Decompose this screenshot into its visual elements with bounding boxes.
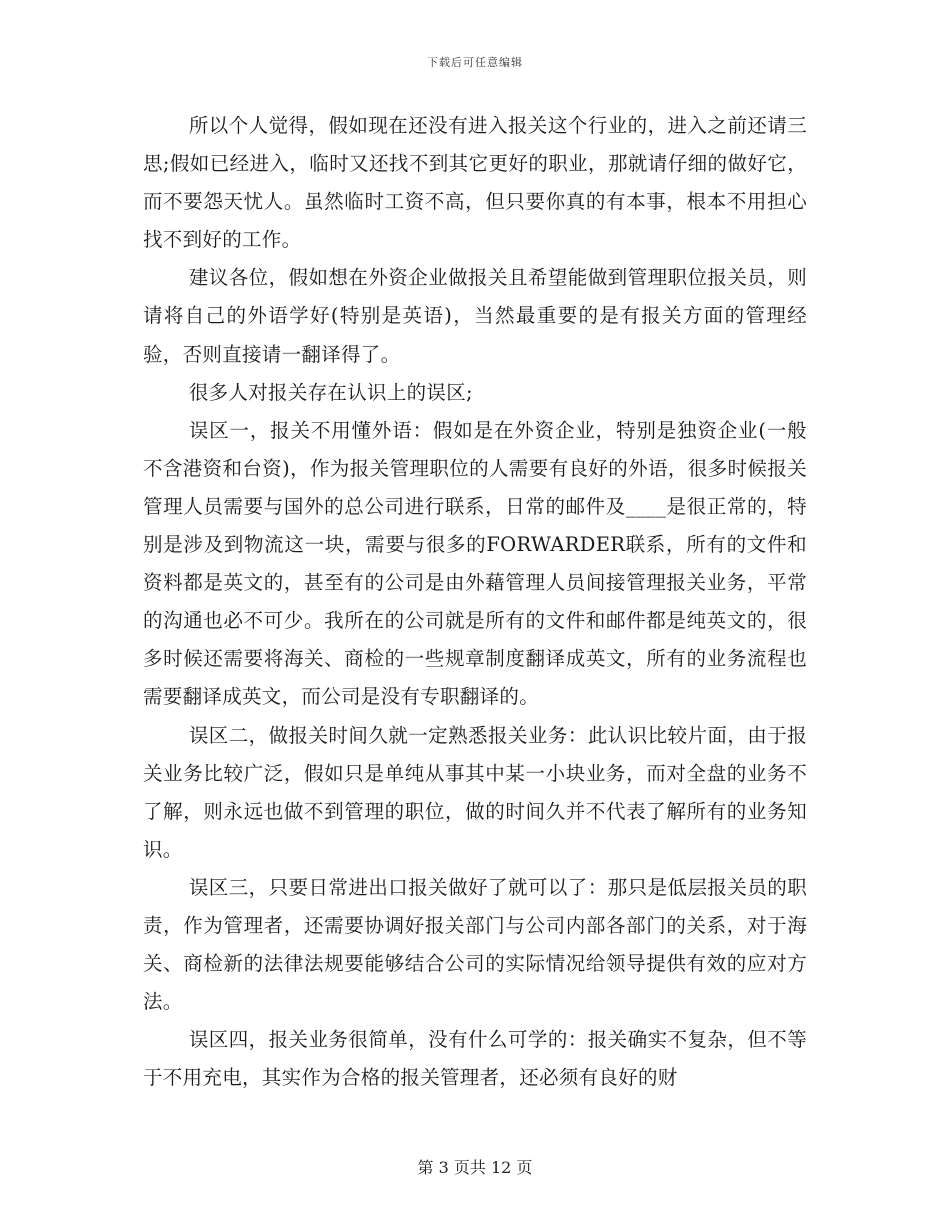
paragraph-2: 建议各位，假如想在外资企业做报关且希望能做到管理职位报关员，则请将自己的外语学好(特别是英语)，当然最重要的是有报关方面的管理经验，否则直接请一翻译得了。 [143,266,807,366]
paragraph-3: 很多人对报关存在认识上的误区; [188,380,473,404]
page-number: 第 3 页共 12 页 [417,1158,533,1177]
paragraph-7: 误区四，报关业务很简单，没有什么可学的：报关确实不复杂，但不等于不用充电，其实作为合格的报关管理者，还必须有良好的财 [143,1028,807,1090]
paragraph-5: 误区二，做报关时间久就一定熟悉报关业务：此认识比较片面，由于报关业务比较广泛，假如只是单纯从事其中某一小块业务，而对全盘的业务不了解，则永远也做不到管理的职位，做的时间久并不代表了解所有的业务知识。 [143,723,807,861]
page-header: 下载后可任意编辑 [427,56,523,69]
paragraph-4: 误区一，报关不用懂外语：假如是在外资企业，特别是独资企业(一般不含港资和台资)，作为报关管理职位的人需要有良好的外语，很多时候报关管理人员需要与国外的总公司进行联系，日常的邮件及____是很正常的，特别是涉及到物流这一块，需要与很多的FORWARDER联系，所有的文件和资料都是英文的，甚至有的公司是由外藉管理人员间接管理报关业务，平常的沟通也必不可少。我所在的公司就是所有的文件和邮件都是纯英文的，很多时候还需要将海关、商检的一些规章制度翻译成英文，所有的业务流程也需要翻译成英文，而公司是没有专职翻译的。 [143,418,807,709]
document-body [143,107,807,1097]
paragraph-6: 误区三，只要日常进出口报关做好了就可以了：那只是低层报关员的职责，作为管理者，还需要协调好报关部门与公司内部各部门的关系，对于海关、商检新的法律法规要能够结合公司的实际情况给领导提供有效的应对方法。 [143,875,807,1014]
paragraph-1: 所以个人觉得，假如现在还没有进入报关这个行业的，进入之前还请三思;假如已经进入，临时又还找不到其它更好的职业，那就请仔细的做好它，而不要怨天忧人。虽然临时工资不高，但只要你真的有本事，根本不用担心找不到好的工作。 [143,114,807,252]
